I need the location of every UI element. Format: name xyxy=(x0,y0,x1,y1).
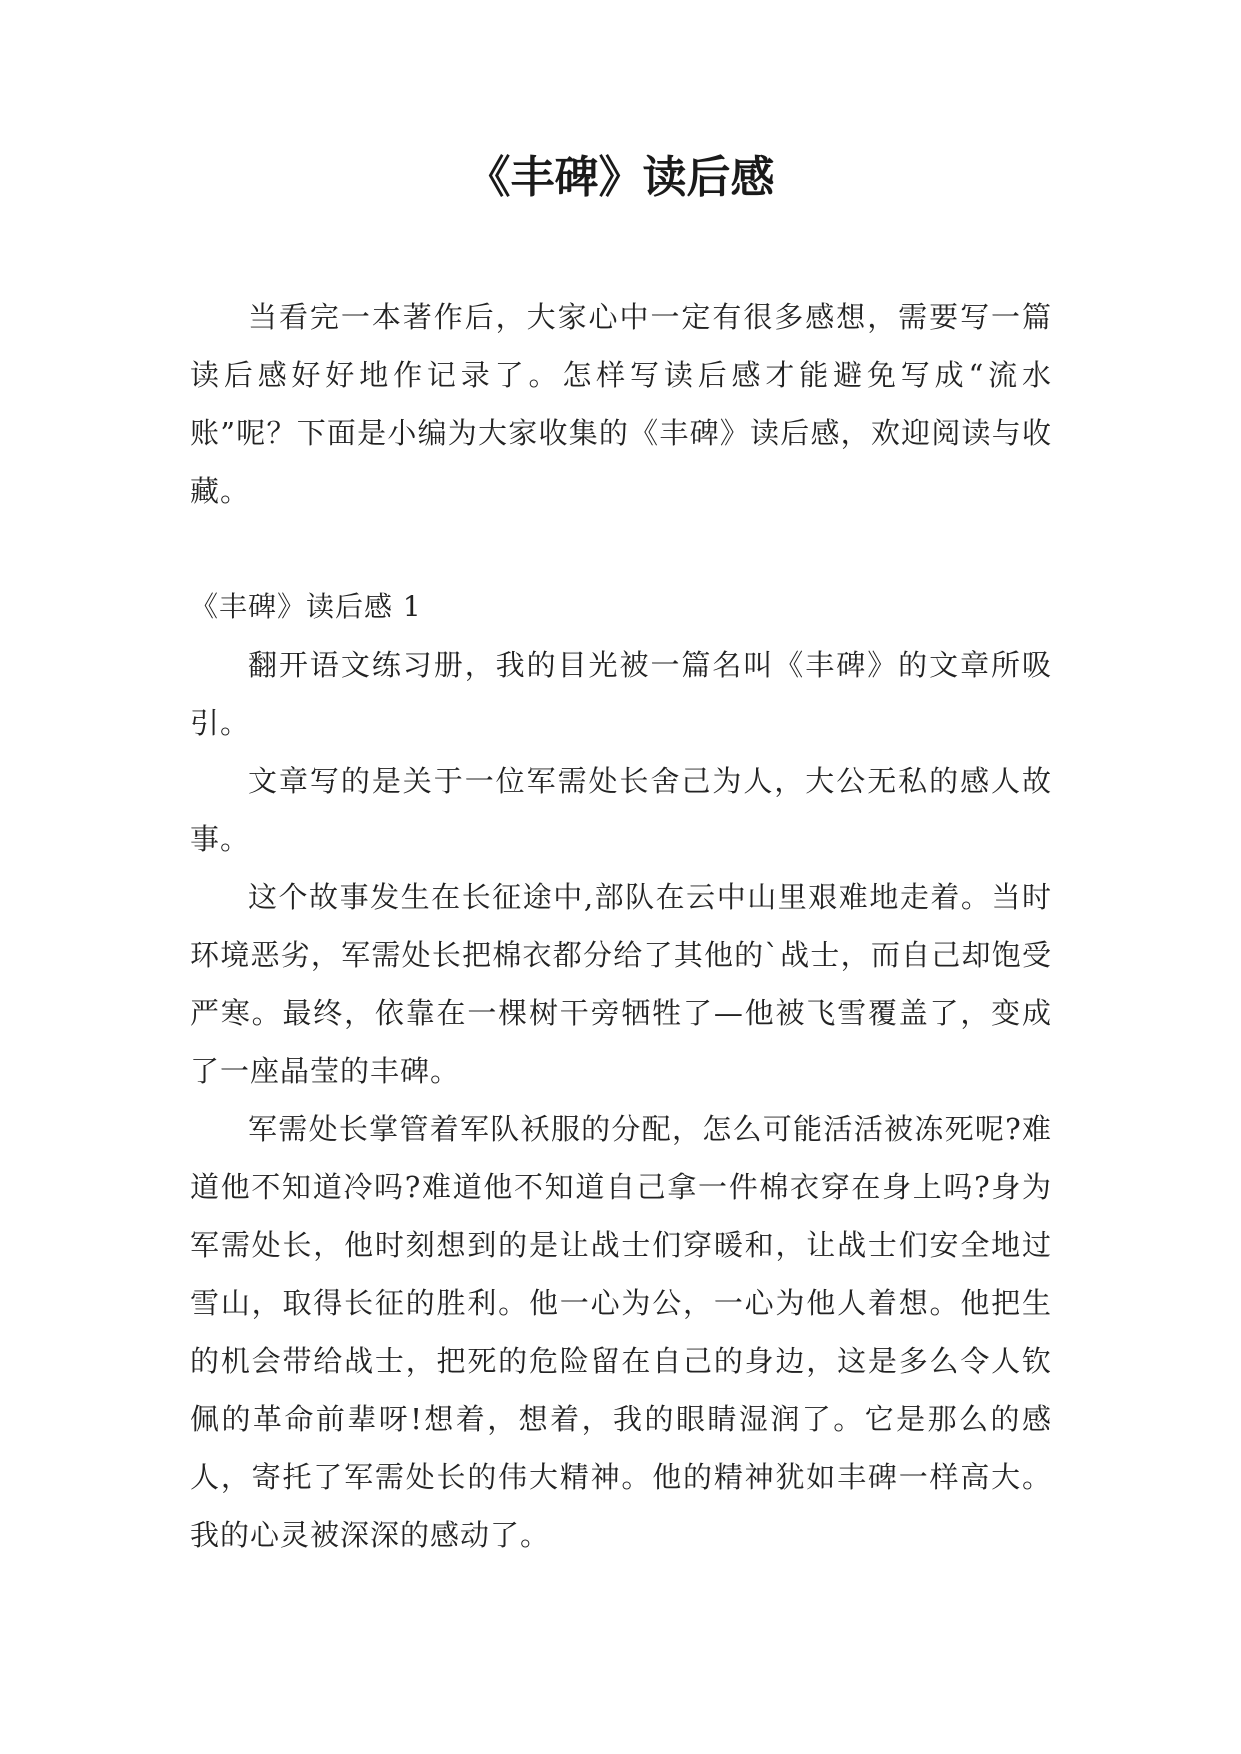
essay-paragraph: 军需处长掌管着军队袄服的分配，怎么可能活活被冻死呢?难道他不知道冷吗?难道他不知道自己拿一件棉衣穿在身上吗?身为军需处长，他时刻想到的是让战士们穿暖和，让战士们安全地过雪山，取得长征的胜利。他一心为公，一心为他人着想。他把生的机会带给战士，把死的危险留在自己的身边，这是多么令人钦佩的革命前辈呀!想着，想着，我的眼睛湿润了。它是那么的感人，寄托了军需处长的伟大精神。他的精神犹如丰碑一样高大。我的心灵被深深的感动了。 xyxy=(190,1112,1052,1552)
essay-paragraph: 翻开语文练习册，我的目光被一篇名叫《丰碑》的文章所吸引。 xyxy=(190,648,1052,740)
essay-body xyxy=(190,636,1052,1564)
intro-block xyxy=(190,288,1052,520)
essay-paragraph: 文章写的是关于一位军需处长舍己为人，大公无私的感人故事。 xyxy=(190,764,1052,856)
document-title: 《丰碑》读后感 xyxy=(466,152,775,203)
intro-paragraph: 当看完一本著作后，大家心中一定有很多感想，需要写一篇读后感好好地作记录了。怎样写读后感才能避免写成“流水账”呢？下面是小编为大家收集的《丰碑》读后感，欢迎阅读与收藏。 xyxy=(190,300,1052,508)
section-heading: 《丰碑》读后感 1 xyxy=(190,590,422,623)
essay-paragraph: 这个故事发生在长征途中,部队在云中山里艰难地走着。当时环境恶劣，军需处长把棉衣都分给了其他的`战士，而自己却饱受严寒。最终，依靠在一棵树干旁牺牲了—他被飞雪覆盖了，变成了一座晶莹的丰碑。 xyxy=(190,880,1052,1088)
